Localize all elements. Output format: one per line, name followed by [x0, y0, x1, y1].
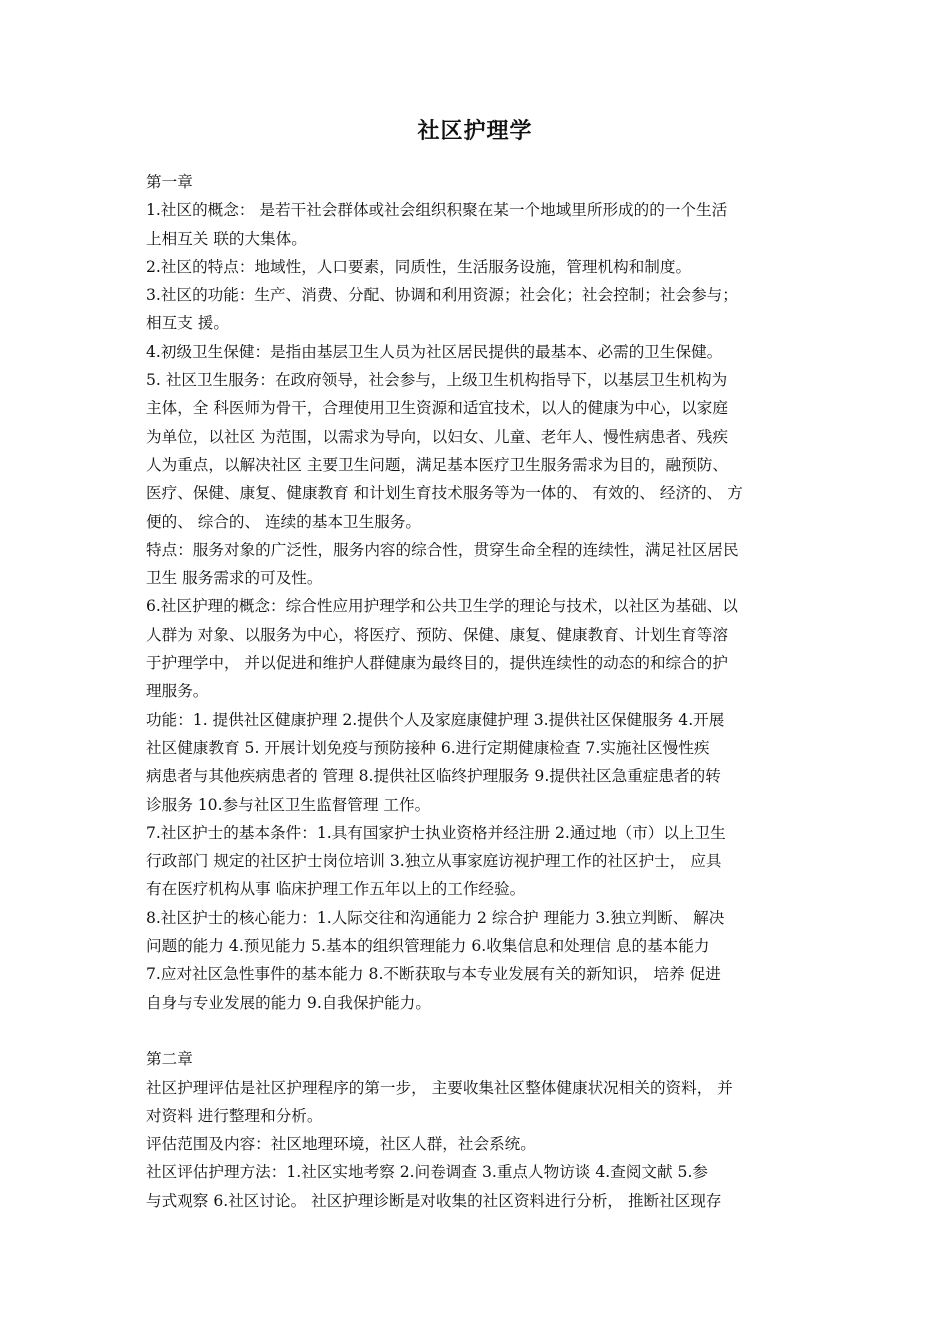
text-line: 相互支 援。: [146, 314, 229, 333]
text-line: 自身与专业发展的能力 9.自我保护能力。: [146, 993, 431, 1012]
text-line: 3.社区的功能：生产、消费、分配、协调和利用资源；社会化；社会控制；社会参与；: [146, 286, 738, 305]
text-line: 社区评估护理方法：1.社区实地考察 2.问卷调查 3.重点人物访谈 4.查阅文献 5.参: [146, 1163, 709, 1182]
text-line: 5. 社区卫生服务：在政府领导，社会参与，上级卫生机构指导下，以基层卫生机构为: [146, 371, 728, 390]
text-line: 社区护理评估是社区护理程序的第一步， 主要收集社区整体健康状况相关的资料， 并: [146, 1078, 733, 1097]
text-line: 7.社区护士的基本条件：1.具有国家护士执业资格并经注册 2.通过地（市）以上卫生: [146, 823, 726, 842]
text-line: 卫生 服务需求的可及性。: [146, 569, 323, 588]
document-body: [146, 168, 812, 1215]
text-line: 医疗、保健、康复、健康教育 和计划生育技术服务等为一体的、 有效的、 经济的、 方: [146, 484, 743, 503]
document-title: 社区护理学: [417, 119, 533, 144]
text-line: 功能：1. 提供社区健康护理 2.提供个人及家庭康健护理 3.提供社区保健服务 4.开展: [146, 710, 725, 729]
text-line: 评估范围及内容：社区地理环境，社区人群，社会系统。: [146, 1135, 536, 1154]
text-line: 有在医疗机构从事 临床护理工作五年以上的工作经验。: [146, 880, 526, 899]
text-line: 病患者与其他疾病患者的 管理 8.提供社区临终护理服务 9.提供社区急重症患者的转: [146, 767, 721, 786]
text-line: 问题的能力 4.预见能力 5.基本的组织管理能力 6.收集信息和处理信 息的基本能力: [146, 937, 710, 956]
text-line: 行政部门 规定的社区护士岗位培训 3.独立从事家庭访视护理工作的社区护士， 应具: [146, 852, 722, 871]
text-line: 对资料 进行整理和分析。: [146, 1106, 323, 1125]
text-line: 为单位，以社区 为范围，以需求为导向，以妇女、儿童、老年人、慢性病患者、残疾: [146, 427, 728, 446]
text-line: 1.社区的概念： 是若干社会群体或社会组织积聚在某一个地域里所形成的的一个生活: [146, 201, 728, 220]
text-line: 诊服务 10.参与社区卫生监督管理 工作。: [146, 795, 431, 814]
text-line: 社区健康教育 5. 开展计划免疫与预防接种 6.进行定期健康检查 7.实施社区慢性疾: [146, 738, 710, 757]
text-line: 特点：服务对象的广泛性，服务内容的综合性，贯穿生命全程的连续性，满足社区居民: [146, 540, 739, 559]
text-line: 主体，全 科医师为骨干，合理使用卫生资源和适宜技术，以人的健康为中心，以家庭: [146, 399, 728, 418]
text-line: 7.应对社区急性事件的基本能力 8.不断获取与本专业发展有关的新知识， 培养 促进: [146, 965, 721, 984]
text-line: 于护理学中， 并以促进和维护人群健康为最终目的，提供连续性的动态的和综合的护: [146, 654, 728, 673]
text-line: 理服务。: [146, 682, 209, 701]
text-line: 上相互关 联的大集体。: [146, 229, 307, 248]
text-line: 第二章: [146, 1050, 193, 1069]
text-line: 便的、 综合的、 连续的基本卫生服务。: [146, 512, 422, 531]
text-line: 4.初级卫生保健：是指由基层卫生人员为社区居民提供的最基本、必需的卫生保健。: [146, 342, 723, 361]
text-line: 第一章: [146, 173, 193, 191]
text-line: 与式观察 6.社区讨论。 社区护理诊断是对收集的社区资料进行分析， 推断社区现存: [146, 1191, 722, 1210]
text-line: 人为重点，以解决社区 主要卫生问题，满足基本医疗卫生服务需求为目的，融预防、: [146, 455, 728, 474]
text-line: 6.社区护理的概念：综合性应用护理学和公共卫生学的理论与技术，以社区为基础、以: [146, 597, 738, 616]
text-line: 人群为 对象、以服务为中心，将医疗、预防、保健、康复、健康教育、计划生育等溶: [146, 625, 728, 644]
text-line: 8.社区护士的核心能力：1.人际交往和沟通能力 2 综合护 理能力 3.独立判断、 解决: [146, 908, 725, 927]
blank-line: [146, 1017, 812, 1045]
text-line: 2.社区的特点：地域性，人口要素，同质性，生活服务设施，管理机构和制度。: [146, 257, 692, 276]
